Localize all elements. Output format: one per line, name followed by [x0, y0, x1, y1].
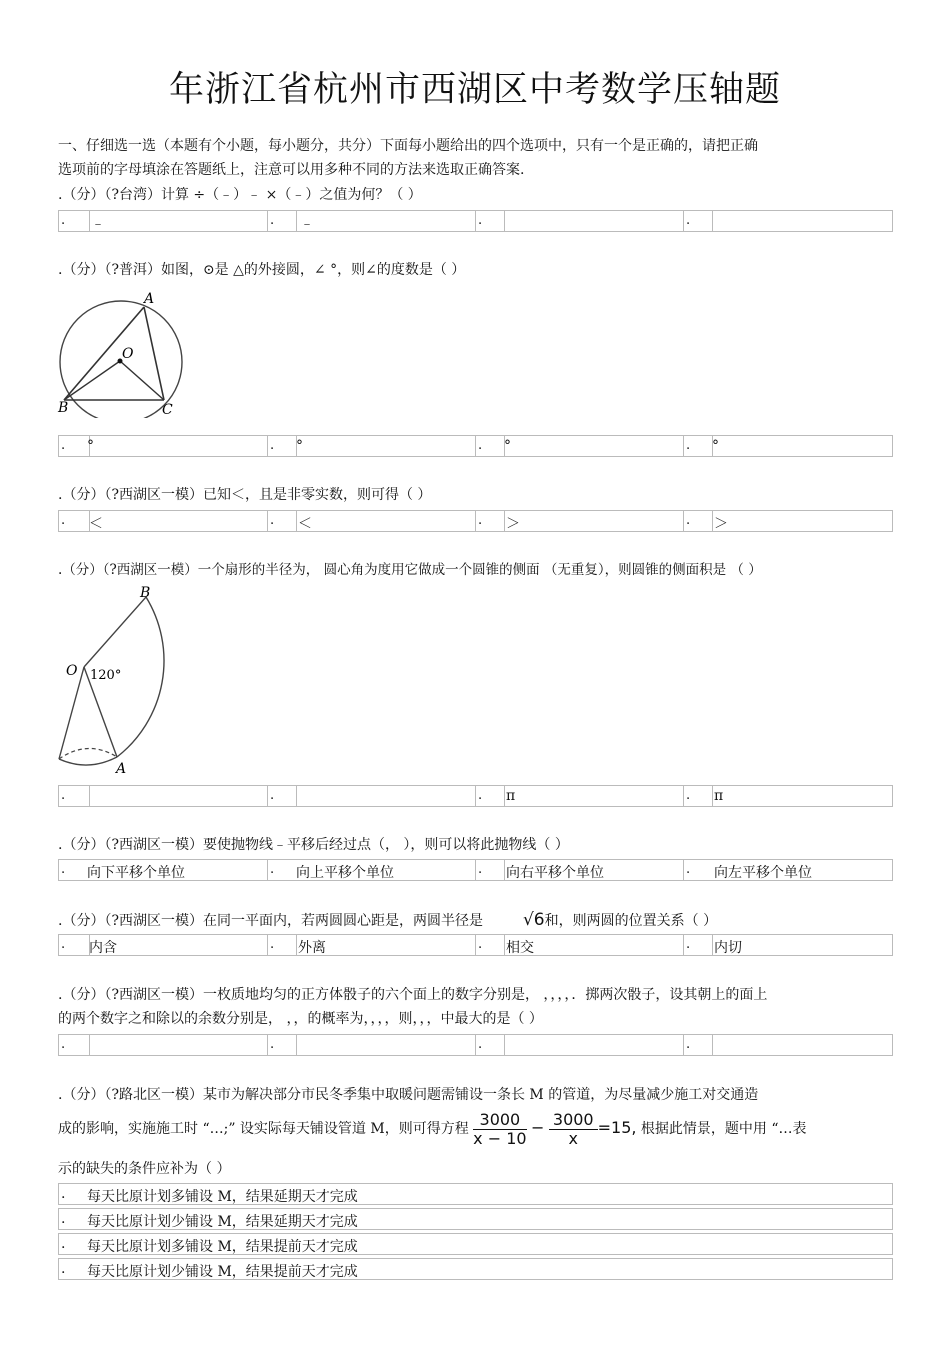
question-8-option-a[interactable]: . 每天比原计划多铺设 M，结果延期天才完成 [58, 1183, 893, 1205]
option-a[interactable]: . ° [61, 438, 94, 454]
question-8-line-2: 成的影响，实施施工时 “…;” 设实际每天铺设管道 M，则可得方程 $\frac{3000}{x - 10}$ − $\frac{3000}{x}$ =15, 根据此情景，题中用 “…表 [58, 1109, 807, 1148]
option-c[interactable]: . [475, 1035, 684, 1055]
option-b[interactable]: . 向上平移个单位 [267, 860, 476, 880]
intro-line-2: 选项前的字母填涂在答题纸上，注意可以用多种不同的方法来选取正确答案. [58, 162, 525, 178]
option-c[interactable]: . 向右平移个单位 [475, 860, 684, 880]
intro-line-1: 一、仔细选一选（本题有个小题，每小题分，共分）下面每小题给出的四个选项中，只有一个是正确的，请把正确 [58, 138, 758, 154]
option-d[interactable]: . 向左平移个单位 [683, 860, 893, 880]
option-d[interactable]: . 内切 [683, 935, 893, 955]
option-d[interactable]: . π [683, 786, 893, 806]
question-2-options [58, 435, 893, 457]
option-d[interactable]: . [683, 1035, 893, 1055]
question-8-line-1: .（分）（?路北区一模）某市为解决部分市民冬季集中取暖问题需铺设一条长 M 的管道，为尽量减少施工对交通造 [58, 1087, 759, 1103]
question-1-text: .（分）（?台湾）计算 ÷（﹣）﹣ ×（﹣）之值为何？（ ） [58, 187, 422, 203]
option-b[interactable]: . ＜ [267, 511, 476, 531]
label-o: O [122, 346, 134, 362]
option-c[interactable]: . ° [475, 436, 684, 456]
option-c[interactable]: . 相交 [475, 935, 684, 955]
option-d[interactable]: . ＞ [683, 511, 893, 531]
option-b[interactable]: . 外离 [267, 935, 476, 955]
option-c[interactable]: . π [475, 786, 684, 806]
question-5-options [58, 859, 893, 881]
option-b[interactable]: . [267, 786, 476, 806]
sector-figure [54, 583, 194, 778]
circle-triangle-figure [52, 288, 192, 418]
page-title: 年浙江省杭州市西湖区中考数学压轴题 [168, 70, 781, 110]
question-3-options [58, 510, 893, 532]
question-2-text: .（分）（?普洱）如图，⊙是 △的外接圆，∠ °，则∠的度数是（ ） [58, 262, 466, 278]
option-c[interactable]: . ＞ [475, 511, 684, 531]
question-8-option-d[interactable]: . 每天比原计划少铺设 M，结果提前天才完成 [58, 1258, 893, 1280]
option-a[interactable]: . ﹣ [61, 213, 105, 232]
question-5-text: .（分）（?西湖区一模）要使抛物线﹣平移后经过点（， ），则可以将此抛物线（ ） [58, 837, 569, 853]
question-6-text: .（分）（?西湖区一模）在同一平面内，若两圆圆心距是，两圆半径是 √6和，则两圆的位置关系（ ） [58, 910, 718, 930]
option-d[interactable]: . [683, 211, 893, 231]
fraction-1: $\frac{3000}{x - 10}$ [473, 1109, 527, 1148]
question-1-options [58, 210, 893, 232]
question-6-options [58, 934, 893, 956]
option-b[interactable]: . ° [267, 436, 476, 456]
sqrt-6: √6 [522, 910, 545, 930]
angle-label: 120° [90, 668, 122, 683]
fraction-2: $\frac{3000}{x}$ [549, 1111, 598, 1148]
option-d[interactable]: . ° [683, 436, 893, 456]
question-7-line-1: .（分）（?西湖区一模）一枚质地均匀的正方体骰子的六个面上的数字分别是， ，，，，．掷两次骰子，设其朝上的面上 [58, 987, 768, 1003]
option-a[interactable]: . ＜ [61, 513, 103, 532]
option-b[interactable]: . [267, 1035, 476, 1055]
label-c: C [162, 402, 173, 418]
question-3-text: .（分）（?西湖区一模）已知＜，且是非零实数，则可得（ ） [58, 487, 432, 503]
label-o: O [66, 663, 78, 679]
option-a[interactable]: . 向下平移个单位 [61, 862, 185, 881]
question-8-option-b[interactable]: . 每天比原计划少铺设 M，结果延期天才完成 [58, 1208, 893, 1230]
option-c[interactable]: . [475, 211, 684, 231]
question-8-option-c[interactable]: . 每天比原计划多铺设 M，结果提前天才完成 [58, 1233, 893, 1255]
question-7-options [58, 1034, 893, 1056]
label-b: B [140, 585, 151, 601]
question-7-line-2: 的两个数字之和除以的余数分别是， ，，的概率为，，，，则，，，中最大的是（ ） [58, 1011, 543, 1027]
question-4-options [58, 785, 893, 807]
option-a[interactable]: . [59, 1035, 267, 1055]
option-b[interactable]: . ﹣ [267, 211, 476, 231]
option-a[interactable]: . 内含 [61, 937, 117, 956]
question-8-line-3: 示的缺失的条件应补为（ ） [58, 1161, 231, 1177]
option-a[interactable]: . [59, 786, 267, 806]
label-a: A [116, 761, 127, 777]
label-a: A [144, 291, 155, 307]
label-b: B [58, 400, 69, 416]
question-4-text: .（分）（?西湖区一模）一个扇形的半径为， 圆心角为度用它做成一个圆锥的侧面 （无重复），则圆锥的侧面积是 （ ） [58, 562, 762, 578]
